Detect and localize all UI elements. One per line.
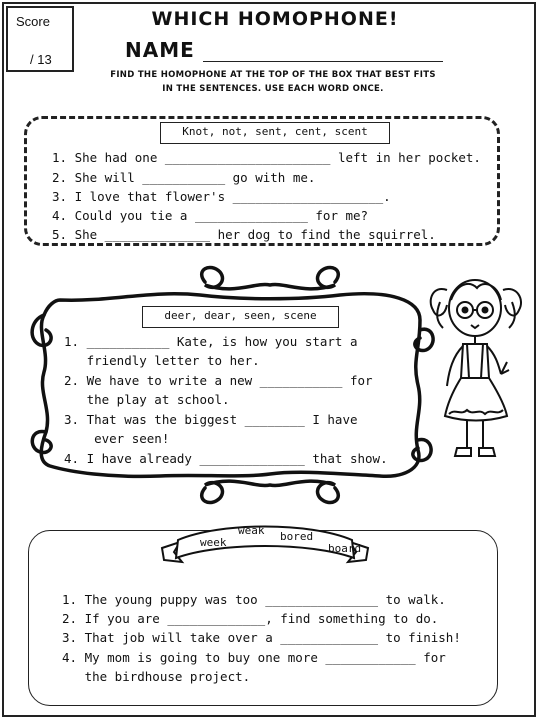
question-1-1: 1. She had one ______________________ left in her pocket.: [52, 150, 481, 165]
question-2-1-cont: friendly letter to her.: [64, 353, 260, 368]
question-3-4: 4. My mom is going to buy one more ____________ for: [62, 650, 446, 665]
word-bank-1: Knot, not, sent, cent, scent: [160, 122, 390, 144]
name-label: NAME: [125, 38, 195, 62]
question-2-4: 4. I have already ______________ that show.: [64, 451, 388, 466]
word-bank-3-board: board: [328, 542, 362, 555]
question-3-2: 2. If you are _____________, find something to do.: [62, 611, 439, 626]
question-1-4: 4. Could you tie a _______________ for me?: [52, 208, 369, 223]
question-2-3-cont: ever seen!: [64, 431, 170, 446]
question-3-3: 3. That job will take over a _____________ to finish!: [62, 630, 461, 645]
question-3-4-cont: the birdhouse project.: [62, 669, 251, 684]
worksheet-title: WHICH HOMOPHONE!: [151, 8, 399, 30]
word-bank-3-week: week: [200, 536, 227, 549]
question-3-1: 1. The young puppy was too _______________ to walk.: [62, 592, 446, 607]
question-1-2: 2. She will ___________ go with me.: [52, 170, 316, 185]
instructions-line-2: IN THE SENTENCES. USE EACH WORD ONCE.: [162, 84, 384, 94]
word-bank-2: deer, dear, seen, scene: [142, 306, 339, 328]
question-1-5: 5. She ______________ her dog to find the squirrel.: [52, 227, 436, 242]
question-2-1: 1. ___________ Kate, is how you start a: [64, 334, 358, 349]
question-2-2-cont: the play at school.: [64, 392, 230, 407]
girl-illustration: [425, 270, 535, 470]
word-bank-3-bored: bored: [280, 530, 314, 543]
word-bank-3-weak: weak: [238, 524, 265, 537]
question-2-2: 2. We have to write a new ___________ for: [64, 373, 373, 388]
question-2-3: 3. That was the biggest ________ I have: [64, 412, 358, 427]
score-total: / 13: [30, 52, 52, 67]
question-1-3: 3. I love that flower's ____________________.: [52, 189, 391, 204]
score-label: Score: [16, 14, 50, 29]
instructions-line-1: FIND THE HOMOPHONE AT THE TOP OF THE BOX THAT BEST FITS: [110, 70, 436, 80]
